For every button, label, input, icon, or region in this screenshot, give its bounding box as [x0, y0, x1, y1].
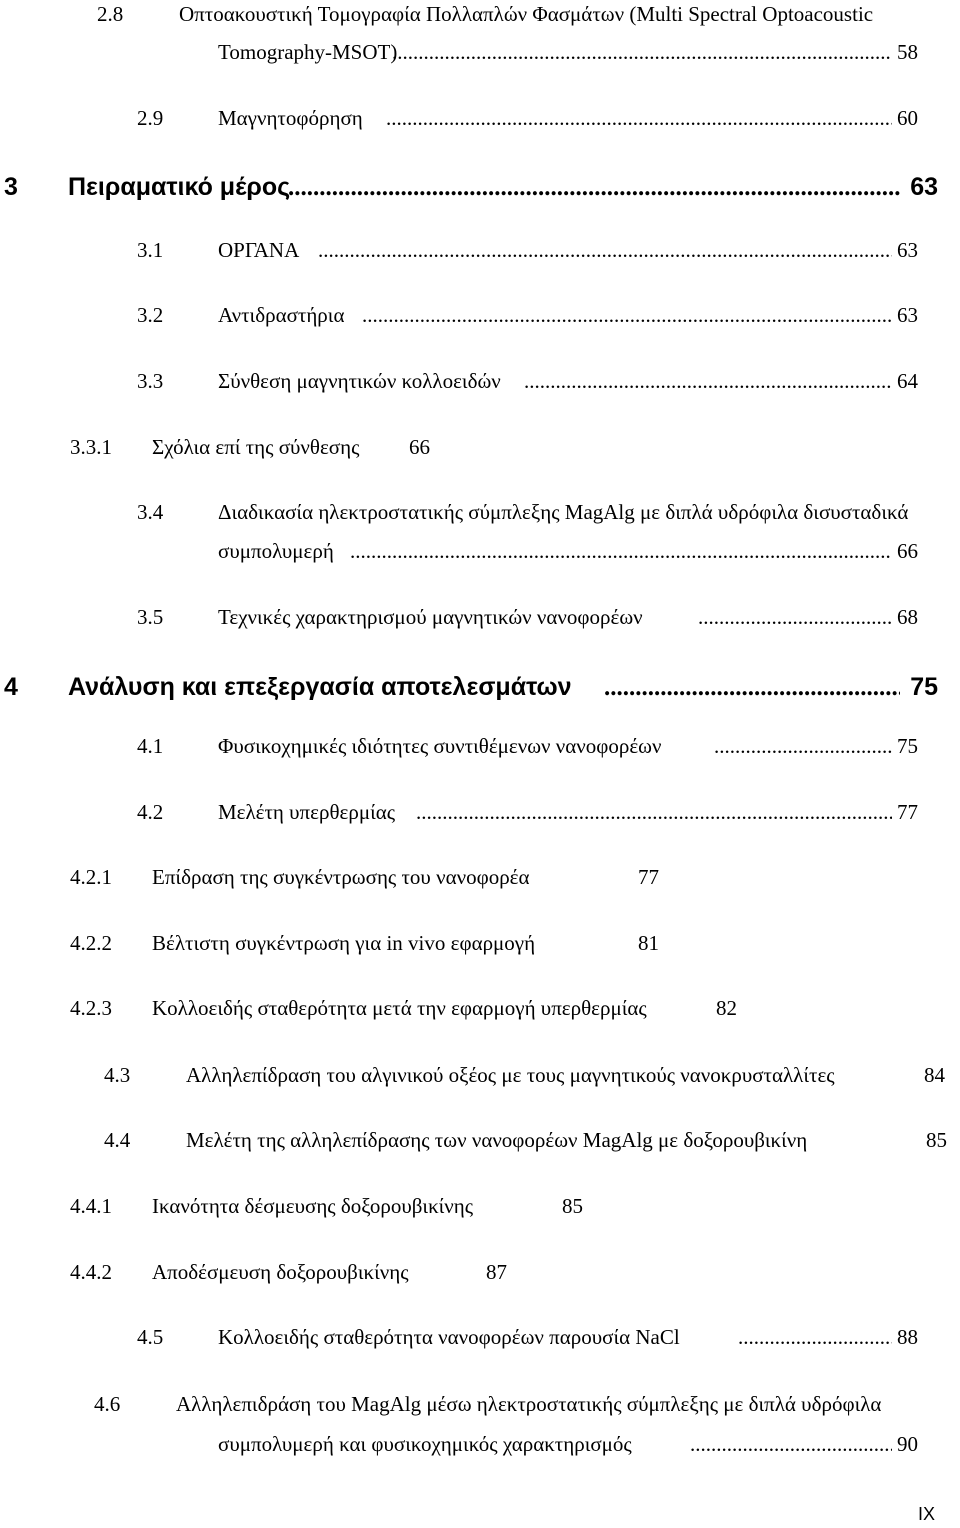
toc-page[interactable]: 66 [897, 539, 918, 563]
toc-leader [604, 675, 900, 700]
toc-title[interactable]: Κολλοειδής σταθερότητα μετά την εφαρμογή υπερθερμίας [152, 996, 647, 1020]
toc-title[interactable]: Αποδέσμευση δοξορουβικίνης [152, 1260, 409, 1284]
toc-leader [738, 1327, 892, 1348]
toc-page[interactable]: 58 [897, 40, 918, 64]
toc-title[interactable]: ΟΡΓΑΝΑ [218, 238, 300, 262]
toc-chapter-number: 4 [4, 673, 18, 701]
toc-number: 2.8 [97, 2, 124, 26]
toc-title[interactable]: Μαγνητοφόρηση [218, 106, 363, 130]
toc-leader [362, 305, 892, 326]
toc-number: 3.1 [137, 238, 164, 262]
toc-number: 4.6 [94, 1392, 121, 1416]
toc-number: 3.2 [137, 303, 164, 327]
toc-page[interactable]: 85 [926, 1128, 947, 1152]
toc-page[interactable]: 60 [897, 106, 918, 130]
toc-page[interactable]: 68 [897, 605, 918, 629]
toc-number: 4.1 [137, 734, 164, 758]
toc-leader [698, 607, 892, 628]
toc-title[interactable]: συμπολυμερή και φυσικοχημικός χαρακτηρισμός [218, 1432, 632, 1456]
toc-page[interactable]: 64 [897, 369, 918, 393]
toc-number: 3.4 [137, 500, 164, 524]
toc-page[interactable]: 81 [638, 931, 659, 955]
toc-title[interactable]: Ικανότητα δέσμευσης δοξορουβικίνης [152, 1194, 474, 1218]
toc-title[interactable]: Σύνθεση μαγνητικών κολλοειδών [218, 369, 501, 393]
toc-page[interactable]: 63 [910, 173, 938, 201]
toc-leader [386, 108, 892, 129]
toc-page[interactable]: 87 [486, 1260, 507, 1284]
toc-number: 4.4.2 [70, 1260, 112, 1284]
toc-leader [392, 42, 892, 63]
toc-page[interactable]: 85 [562, 1194, 583, 1218]
toc-chapter-title[interactable]: Πειραματικό μέρος [68, 173, 291, 201]
toc-title[interactable]: Μελέτη της αλληλεπίδρασης των νανοφορέων MagAlg με δοξορουβικίνη [186, 1128, 808, 1152]
toc-leader [288, 175, 900, 200]
toc-page[interactable]: 63 [897, 238, 918, 262]
toc-page[interactable]: 90 [897, 1432, 918, 1456]
toc-number: 4.2.2 [70, 931, 112, 955]
toc-chapter-number: 3 [4, 173, 18, 201]
toc-chapter-title[interactable]: Ανάλυση και επεξεργασία αποτελεσμάτων [68, 673, 572, 701]
toc-page[interactable]: 88 [897, 1325, 918, 1349]
toc-page[interactable]: 75 [910, 673, 938, 701]
toc-leader [350, 541, 892, 562]
toc-leader [416, 802, 892, 823]
toc-leader [690, 1434, 892, 1455]
toc-number: 3.3 [137, 369, 164, 393]
toc-leader [714, 736, 892, 757]
toc-page[interactable]: 84 [924, 1063, 945, 1087]
toc-title[interactable]: Αλληλεπίδραση του αλγινικού οξέος με τους μαγνητικούς νανοκρυσταλλίτες [186, 1063, 835, 1087]
toc-number: 2.9 [137, 106, 164, 130]
toc-title[interactable]: Tomography-MSOT) [218, 40, 398, 64]
toc-number: 4.3 [104, 1063, 131, 1087]
toc-title[interactable]: συμπολυμερή [218, 539, 334, 563]
toc-number: 4.2 [137, 800, 164, 824]
toc-title[interactable]: Φυσικοχημικές ιδιότητες συντιθέμενων νανοφορέων [218, 734, 662, 758]
toc-title[interactable]: Μελέτη υπερθερμίας [218, 800, 396, 824]
toc-title[interactable]: Διαδικασία ηλεκτροστατικής σύμπλεξης MagAlg με διπλά υδρόφιλα δισυσταδικά [218, 500, 909, 524]
toc-number: 4.4 [104, 1128, 131, 1152]
toc-page[interactable]: 77 [638, 865, 659, 889]
page-number: IX [918, 1504, 936, 1524]
toc-title[interactable]: Τεχνικές χαρακτηρισμού μαγνητικών νανοφορέων [218, 605, 643, 629]
toc-page[interactable]: 66 [409, 435, 430, 459]
toc-page[interactable]: 63 [897, 303, 918, 327]
toc-leader [524, 371, 892, 392]
toc-number: 4.4.1 [70, 1194, 112, 1218]
toc-page[interactable]: 82 [716, 996, 737, 1020]
toc-number: 4.2.1 [70, 865, 112, 889]
toc-leader [318, 240, 892, 261]
toc-number: 4.2.3 [70, 996, 112, 1020]
toc-page[interactable]: 77 [897, 800, 918, 824]
toc-number: 3.3.1 [70, 435, 112, 459]
toc-number: 4.5 [137, 1325, 164, 1349]
toc-title[interactable]: Σχόλια επί της σύνθεσης [152, 435, 360, 459]
toc-page[interactable]: 75 [897, 734, 918, 758]
toc-title[interactable]: Αλληλεπιδράση του MagAlg μέσω ηλεκτροστατικής σύμπλεξης με διπλά υδρόφιλα [176, 1392, 882, 1416]
toc-title[interactable]: Κολλοειδής σταθερότητα νανοφορέων παρουσία NaCl [218, 1325, 680, 1349]
toc-title[interactable]: Αντιδραστήρια [218, 303, 345, 327]
toc-title[interactable]: Βέλτιστη συγκέντρωση για in vivo εφαρμογή [152, 931, 536, 955]
toc-title[interactable]: Επίδραση της συγκέντρωσης του νανοφορέα [152, 865, 530, 889]
toc-number: 3.5 [137, 605, 164, 629]
toc-title[interactable]: Οπτοακουστική Τομογραφία Πολλαπλών Φασμάτων (Multi Spectral Optoacoustic [179, 2, 874, 26]
